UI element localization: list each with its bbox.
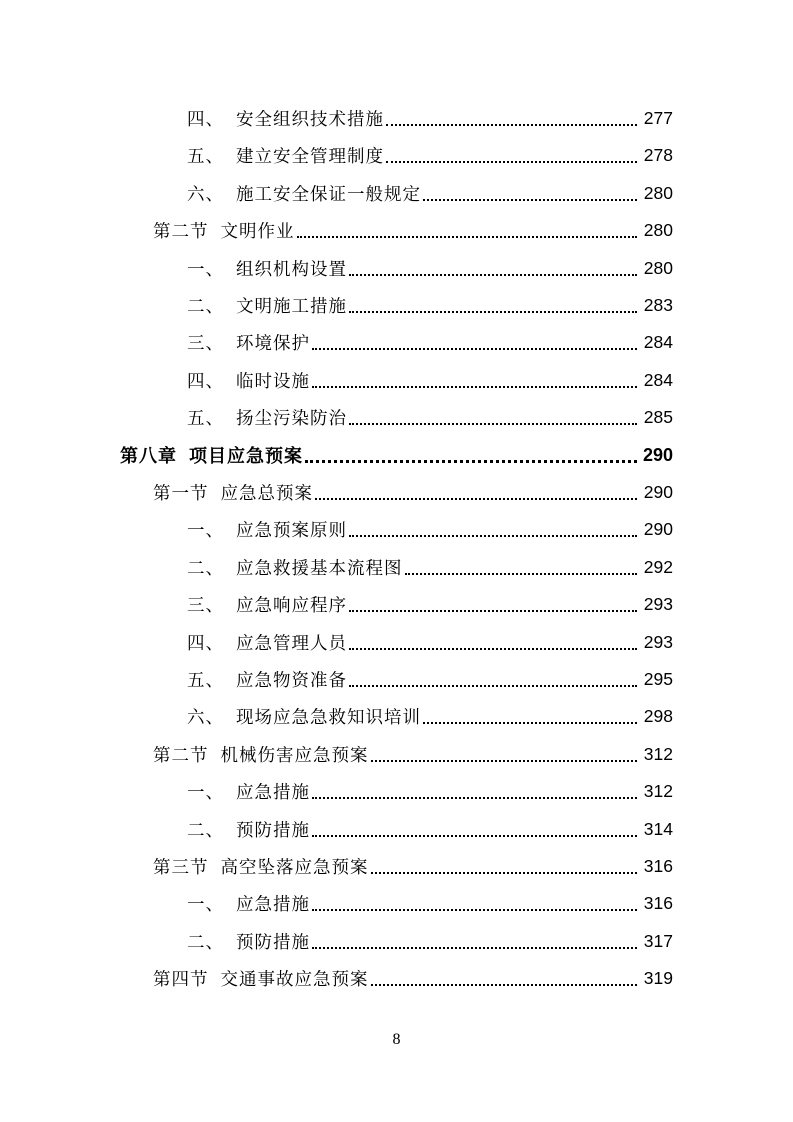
toc-subsection-entry[interactable]: [187, 137, 673, 174]
toc-dot-leader: [297, 235, 638, 238]
toc-dot-leader: [315, 497, 637, 500]
toc-entry-number: 三、: [187, 334, 224, 355]
toc-entry-title: [153, 854, 369, 879]
toc-entry-page: 316: [643, 856, 673, 876]
toc-entry-text: 应急预案原则: [236, 521, 347, 542]
toc-entry-page: 293: [643, 631, 673, 652]
toc-entry-title: [187, 256, 347, 281]
toc-entry-page: 319: [643, 968, 673, 989]
toc-entry-page: 317: [643, 930, 673, 951]
toc-entry-text: 文明施工措施: [236, 297, 347, 317]
toc-entry-text: 机械伤害应急预案: [220, 745, 369, 766]
toc-entry-title: [120, 442, 303, 468]
toc-entry-title: [187, 368, 310, 393]
toc-subsection-entry[interactable]: [187, 287, 673, 324]
toc-entry-page: 312: [643, 781, 673, 802]
toc-entry-number: 第一节: [153, 484, 209, 504]
toc-subsection-entry[interactable]: [187, 362, 673, 399]
toc-dot-leader: [386, 123, 637, 126]
toc-chapter-entry[interactable]: [120, 437, 673, 474]
toc-entry-title: [187, 293, 347, 318]
toc-entry-text: 应急总预案: [220, 484, 313, 504]
toc-entry-number: 五、: [187, 671, 224, 691]
toc-entry-text: 文明作业: [220, 222, 295, 243]
toc-subsection-entry[interactable]: [187, 923, 673, 960]
toc-subsection-entry[interactable]: [187, 661, 673, 698]
toc-entry-number: 四、: [187, 633, 224, 654]
toc-entry-title: [153, 966, 369, 991]
toc-entry-text: 应急响应程序: [236, 596, 347, 617]
toc-entry-page: 284: [643, 369, 673, 390]
toc-subsection-entry[interactable]: [187, 100, 673, 137]
toc-subsection-entry[interactable]: [187, 624, 673, 661]
toc-entry-title: [187, 405, 347, 430]
toc-dot-leader: [349, 310, 637, 313]
toc-entry-page: 290: [643, 482, 673, 502]
toc-entry-number: 第四节: [153, 970, 209, 991]
toc-entry-number: 四、: [187, 371, 224, 392]
toc-entry-number: 一、: [187, 895, 224, 916]
toc-entry-number: 一、: [187, 259, 224, 280]
toc-entry-title: [187, 106, 384, 131]
toc-entry-text: 预防措施: [236, 820, 310, 841]
toc-section-entry[interactable]: [153, 848, 673, 885]
toc-entry-page: 314: [643, 818, 673, 839]
toc-entry-title: [187, 181, 421, 206]
toc-entry-title: [187, 330, 310, 355]
toc-dot-leader: [371, 983, 638, 986]
toc-entry-number: 五、: [187, 409, 224, 430]
toc-entry-text: 现场应急急救知识培训: [236, 708, 421, 729]
toc-entry-title: [187, 667, 347, 692]
toc-dot-leader: [349, 684, 637, 687]
toc-entry-page: 280: [643, 182, 673, 203]
toc-dot-leader: [349, 534, 637, 537]
toc-entry-title: [187, 592, 347, 617]
toc-entry-text: 应急物资准备: [236, 671, 347, 691]
toc-entry-title: [153, 480, 313, 505]
toc-entry-number: 第八章: [120, 446, 177, 468]
toc-entry-number: 二、: [187, 297, 224, 317]
toc-subsection-entry[interactable]: [187, 811, 673, 848]
toc-entry-title: [187, 817, 310, 842]
toc-entry-page: 278: [643, 145, 673, 166]
toc-entry-page: 290: [643, 519, 673, 540]
toc-entry-title: [187, 555, 403, 580]
toc-entry-text: 项目应急预案: [189, 446, 303, 468]
toc-entry-title: [187, 891, 310, 916]
toc-entry-page: 283: [643, 295, 673, 315]
toc-entry-text: 扬尘污染防治: [236, 409, 347, 430]
toc-entry-title: [187, 929, 310, 954]
toc-entry-number: 二、: [187, 558, 224, 579]
toc-entry-page: 277: [643, 108, 673, 128]
toc-entry-text: 预防措施: [236, 932, 310, 953]
toc-entry-text: 应急措施: [236, 895, 310, 916]
toc-entry-title: [153, 218, 295, 243]
toc-entry-text: 应急管理人员: [236, 633, 347, 654]
toc-dot-leader: [405, 572, 638, 575]
toc-dot-leader: [312, 908, 637, 911]
toc-subsection-entry[interactable]: [187, 324, 673, 361]
toc-entry-number: 第二节: [153, 745, 209, 766]
toc-dot-leader: [312, 946, 637, 949]
toc-dot-leader: [371, 759, 638, 762]
toc-entry-text: 应急措施: [236, 783, 310, 804]
toc-entry-title: [187, 630, 347, 655]
toc-dot-leader: [371, 871, 638, 874]
toc-entry-number: 一、: [187, 521, 224, 542]
toc-dot-leader: [349, 422, 637, 425]
toc-subsection-entry[interactable]: [187, 399, 673, 436]
toc-entry-title: [187, 143, 384, 168]
toc-subsection-entry[interactable]: [187, 250, 673, 287]
toc-entry-title: [187, 779, 310, 804]
toc-entry-number: 二、: [187, 932, 224, 953]
toc-dot-leader: [312, 796, 637, 799]
toc-entry-number: 四、: [187, 110, 224, 130]
toc-entry-title: [187, 704, 421, 729]
toc-entry-page: 285: [643, 407, 673, 428]
toc-subsection-entry[interactable]: [187, 773, 673, 810]
toc-entry-title: [153, 742, 369, 767]
toc-entry-text: 临时设施: [236, 371, 310, 392]
toc-entry-page: 312: [643, 743, 673, 764]
toc-dot-leader: [423, 721, 637, 724]
toc-section-entry[interactable]: [153, 960, 673, 997]
toc-entry-text: 应急救援基本流程图: [236, 558, 403, 579]
toc-dot-leader: [349, 647, 637, 650]
toc-dot-leader: [423, 198, 637, 201]
toc-entry-number: 三、: [187, 596, 224, 617]
toc-entry-number: 五、: [187, 147, 224, 168]
toc-entry-page: 280: [643, 220, 673, 241]
toc-dot-leader: [349, 273, 637, 276]
toc-entry-number: 第三节: [153, 858, 209, 878]
toc-entry-text: 安全组织技术措施: [236, 110, 384, 130]
toc-subsection-entry[interactable]: [187, 586, 673, 623]
toc-entry-page: 293: [643, 594, 673, 615]
toc-entry-text: 建立安全管理制度: [236, 147, 384, 168]
toc-subsection-entry[interactable]: [187, 885, 673, 922]
toc-subsection-entry[interactable]: [187, 511, 673, 548]
toc-entry-text: 高空坠落应急预案: [220, 858, 369, 878]
toc-entry-text: 交通事故应急预案: [220, 970, 369, 991]
toc-dot-leader: [312, 347, 637, 350]
toc-section-entry[interactable]: [153, 212, 673, 249]
toc-entry-page: 290: [642, 444, 673, 465]
toc-entry-number: 六、: [187, 184, 224, 205]
toc-entry-page: 295: [643, 669, 673, 689]
toc-dot-leader: [386, 160, 637, 163]
toc-dot-leader: [305, 459, 637, 463]
toc-dot-leader: [312, 385, 637, 388]
toc-entry-page: 316: [643, 893, 673, 914]
toc-entry-number: 二、: [187, 820, 224, 841]
toc-subsection-entry[interactable]: [187, 549, 673, 586]
toc-entry-page: 280: [643, 257, 673, 278]
toc-dot-leader: [349, 609, 637, 612]
toc-dot-leader: [312, 834, 637, 837]
toc-entry-text: 组织机构设置: [236, 259, 347, 280]
toc-entry-title: [187, 517, 347, 542]
page-number: 8: [392, 1031, 401, 1048]
toc-entry-text: 施工安全保证一般规定: [236, 184, 421, 205]
toc-entry-number: 六、: [187, 708, 224, 729]
toc-entry-page: 284: [643, 332, 673, 353]
toc-entry-number: 一、: [187, 783, 224, 804]
toc-entry-page: 298: [643, 706, 673, 727]
toc-section-entry[interactable]: [153, 474, 673, 511]
toc-entry-page: 292: [643, 556, 673, 577]
toc-subsection-entry[interactable]: [187, 698, 673, 735]
toc-subsection-entry[interactable]: [187, 175, 673, 212]
toc-entry-number: 第二节: [153, 222, 209, 243]
toc-section-entry[interactable]: [153, 736, 673, 773]
toc-entry-text: 环境保护: [236, 334, 310, 355]
